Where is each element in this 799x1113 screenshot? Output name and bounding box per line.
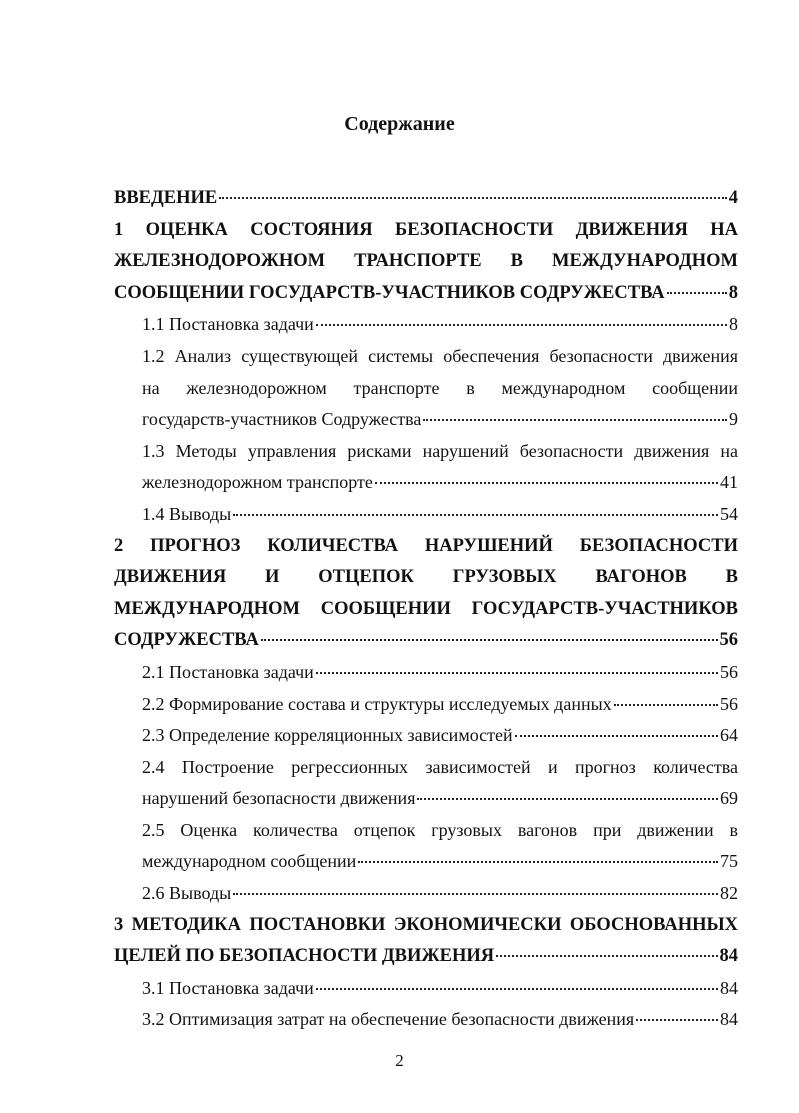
toc-entry-last-line [142, 657, 738, 689]
toc-entry-page: 84 [719, 946, 738, 967]
toc-entry-line: 3 МЕТОДИКА ПОСТАНОВКИ ЭКОНОМИЧЕСКИ ОБОСНОВАННЫХ [114, 914, 738, 935]
toc-entry-title: СОДРУЖЕСТВА [114, 630, 259, 651]
toc-entry-title: 3.1 Постановка задачи [142, 977, 314, 998]
toc-entry-title: нарушений безопасности движения [142, 788, 416, 809]
dot-leader [316, 672, 718, 674]
toc-entry-page: 9 [729, 409, 738, 430]
toc-entry-line: ЖЕЛЕЗНОДОРОЖНОМ ТРАНСПОРТЕ В МЕЖДУНАРОДНОМ [114, 251, 738, 272]
toc-entry-title: 1.4 Выводы [142, 503, 232, 524]
toc-entry-last-line [142, 973, 738, 1005]
toc-entry-line: 2 ПРОГНОЗ КОЛИЧЕСТВА НАРУШЕНИЙ БЕЗОПАСНОСТИ [114, 535, 738, 556]
toc-chapter-entry [114, 910, 738, 973]
dot-leader [358, 861, 718, 863]
toc-entry-page: 8 [729, 314, 738, 335]
dot-leader [316, 988, 718, 990]
toc-entry-last-line [114, 183, 738, 215]
toc-chapter-entry [114, 183, 738, 215]
toc-section-entry [114, 309, 738, 341]
toc-entry-title: ЦЕЛЕЙ ПО БЕЗОПАСНОСТИ ДВИЖЕНИЯ [114, 946, 495, 967]
dot-leader [496, 955, 717, 957]
toc-entry-last-line [114, 941, 738, 973]
toc-entry-line: 2.5 Оценка количества отцепок грузовых вагонов при движении в [142, 819, 738, 840]
toc-entry-last-line [142, 1004, 738, 1036]
toc-entry-line: на железнодорожном транспорте в международном сообщении [142, 377, 738, 398]
dot-leader [233, 514, 718, 516]
table-of-contents [114, 183, 738, 1036]
toc-entry-last-line [142, 783, 738, 815]
toc-entry-page: 56 [720, 693, 738, 714]
toc-section-entry [114, 878, 738, 910]
toc-entry-last-line [142, 878, 738, 910]
dot-leader [614, 704, 718, 706]
toc-entry-last-line [114, 625, 738, 657]
toc-section-entry [114, 815, 738, 878]
toc-entry-line: 1.3 Методы управления рисками нарушений безопасности движения на [142, 440, 738, 461]
toc-chapter-entry [114, 531, 738, 657]
toc-entry-page: 82 [720, 883, 738, 904]
toc-section-entry [114, 499, 738, 531]
toc-entry-title: 2.2 Формирование состава и структуры исследуемых данных [142, 693, 612, 714]
toc-entry-last-line [114, 278, 738, 310]
toc-section-entry [114, 657, 738, 689]
toc-entry-title: СООБЩЕНИИ ГОСУДАРСТВ-УЧАСТНИКОВ СОДРУЖЕСТВА [114, 282, 665, 303]
toc-entry-title: 2.6 Выводы [142, 883, 232, 904]
toc-section-entry [114, 1004, 738, 1036]
toc-section-entry [114, 436, 738, 499]
dot-leader [316, 324, 727, 326]
toc-entry-title: государств-участников Содружества [142, 409, 422, 430]
dot-leader [423, 419, 727, 421]
toc-entry-page: 56 [719, 630, 738, 651]
toc-entry-last-line [142, 467, 738, 499]
toc-entry-page: 41 [720, 472, 738, 493]
dot-leader [667, 292, 727, 294]
toc-entry-title: 1.1 Постановка задачи [142, 314, 314, 335]
toc-entry-title: железнодорожном транспорте [142, 472, 373, 493]
toc-entry-title: ВВЕДЕНИЕ [114, 188, 218, 208]
dot-leader [515, 735, 718, 737]
page-number: 2 [395, 1051, 404, 1070]
toc-entry-last-line [142, 499, 738, 531]
toc-entry-last-line [142, 689, 738, 721]
toc-entry-title: 2.3 Определение корреляционных зависимостей [142, 725, 513, 746]
dot-leader [219, 197, 727, 199]
toc-entry-line: МЕЖДУНАРОДНОМ СООБЩЕНИИ ГОСУДАРСТВ-УЧАСТНИКОВ [114, 598, 738, 619]
toc-entry-page: 69 [720, 788, 738, 809]
dot-leader [375, 482, 718, 484]
toc-entry-last-line [142, 404, 738, 436]
toc-entry-page: 4 [728, 188, 738, 208]
page-title: Содержание [344, 113, 455, 135]
toc-entry-line: 1 ОЦЕНКА СОСТОЯНИЯ БЕЗОПАСНОСТИ ДВИЖЕНИЯ НА [114, 219, 738, 240]
toc-entry-page: 84 [720, 977, 738, 998]
toc-entry-page: 56 [720, 661, 738, 682]
toc-entry-page: 64 [720, 725, 738, 746]
toc-entry-line: 2.4 Построение регрессионных зависимостей и прогноз количества [142, 756, 738, 777]
toc-section-entry [114, 689, 738, 721]
dot-leader [233, 893, 718, 895]
toc-entry-title: международном сообщении [142, 851, 357, 872]
toc-entry-title: 3.2 Оптимизация затрат на обеспечение безопасности движения [142, 1009, 635, 1030]
toc-chapter-entry [114, 215, 738, 310]
toc-entry-last-line [142, 720, 738, 752]
toc-section-entry [114, 341, 738, 436]
toc-entry-page: 84 [720, 1009, 738, 1030]
toc-entry-page: 75 [720, 851, 738, 872]
toc-entry-line: ДВИЖЕНИЯ И ОТЦЕПОК ГРУЗОВЫХ ВАГОНОВ В [114, 567, 738, 588]
toc-entry-line: 1.2 Анализ существующей системы обеспечения безопасности движения [142, 345, 738, 366]
toc-entry-page: 8 [728, 282, 738, 303]
dot-leader [636, 1019, 718, 1021]
dot-leader [417, 798, 718, 800]
toc-entry-page: 54 [720, 503, 738, 524]
toc-entry-last-line [142, 846, 738, 878]
toc-entry-last-line [142, 309, 738, 341]
toc-entry-title: 2.1 Постановка задачи [142, 661, 314, 682]
toc-section-entry [114, 720, 738, 752]
dot-leader [261, 639, 718, 641]
toc-section-entry [114, 973, 738, 1005]
toc-section-entry [114, 752, 738, 815]
